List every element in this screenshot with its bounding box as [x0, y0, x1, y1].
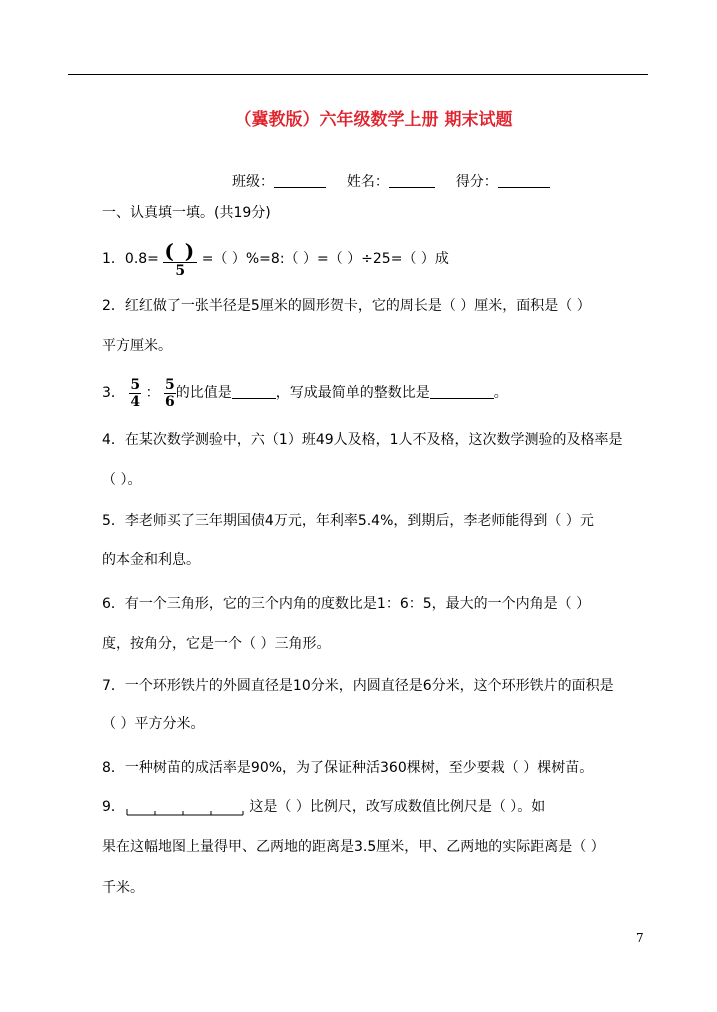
page-title: （冀教版）六年级数学上册 期末试题	[234, 110, 513, 130]
q3-f2-num: 5	[165, 376, 175, 393]
q3-f1-num: 5	[130, 376, 141, 393]
top-rule	[68, 74, 648, 75]
q3-colon: ：	[145, 385, 160, 401]
q1-rest: =（ ）%=8:（ ）=（ ）÷25=（ ）成	[201, 251, 449, 267]
q1-prefix: 1．0.8=	[102, 251, 159, 267]
student-info-line	[232, 172, 550, 192]
question-1	[102, 240, 449, 278]
name-label: 姓名：	[346, 174, 389, 190]
page-number: 7	[636, 931, 644, 945]
name-blank[interactable]	[389, 173, 435, 188]
class-label: 班级：	[232, 174, 274, 190]
q1-fraction	[163, 238, 197, 279]
scale-bar-icon	[125, 797, 245, 819]
q3-f2-den: 6	[165, 393, 175, 410]
question-5-line2: 的本金和利息。	[102, 552, 200, 568]
q3-prefix: 3．	[102, 385, 125, 401]
q3-simplest-blank[interactable]	[430, 384, 494, 399]
question-8-line1: 8．一种树苗的成活率是90%，为了保证种活360棵树，至少要栽（ ）棵树苗。	[102, 760, 594, 776]
question-7-line1: 7．一个环形铁片的外圆直径是10分米，内圆直径是6分米，这个环形铁片的面积是	[102, 678, 614, 694]
q3-f1-den: 4	[130, 393, 141, 410]
question-9-line1	[102, 797, 545, 817]
q1-frac-num[interactable]: ( )	[164, 238, 197, 263]
q3-fraction-1	[129, 378, 141, 409]
scale-bar-figure	[125, 797, 245, 817]
question-7-line2: （ ）平方分米。	[102, 716, 205, 732]
q3-ratio-blank[interactable]	[232, 384, 276, 399]
section-heading: 一、认真填一填。(共19分)	[102, 205, 271, 221]
score-blank[interactable]	[498, 173, 550, 188]
question-9-line2: 果在这幅地图上量得甲、乙两地的距离是3.5厘米，甲、乙两地的实际距离是（ ）	[102, 839, 605, 855]
q3-mid2: ，写成最简单的整数比是	[275, 385, 430, 401]
question-2-line2: 平方厘米。	[102, 338, 172, 354]
question-6-line2: 度，按角分，它是一个（ ）三角形。	[102, 636, 331, 652]
q3-mid: 的比值是	[175, 385, 232, 401]
score-label: 得分：	[455, 174, 498, 190]
question-3	[102, 374, 508, 412]
question-2-line1: 2．红红做了一张半径是5厘米的圆形贺卡，它的周长是（ ）厘米，面积是（ ）	[102, 298, 591, 314]
question-6-line1: 6．有一个三角形，它的三个内角的度数比是1：6：5，最大的一个内角是（ ）	[102, 596, 591, 612]
q3-end: 。	[493, 385, 508, 401]
question-9-line3: 千米。	[102, 880, 144, 896]
q9-prefix: 9．	[102, 799, 125, 815]
q3-fraction-2	[164, 378, 176, 409]
q1-frac-den: 5	[163, 262, 197, 278]
question-4-line1: 4．在某次数学测验中，六（1）班49人及格，1人不及格，这次数学测验的及格率是	[102, 432, 623, 448]
q9-line1-rest: 这是（ ）比例尺，改写成数值比例尺是（ ）。如	[249, 799, 546, 815]
class-blank[interactable]	[274, 173, 326, 188]
question-4-line2: （ ）。	[102, 472, 142, 488]
question-5-line1: 5．李老师买了三年期国债4万元，年利率5.4%，到期后，李老师能得到（ ）元	[102, 513, 594, 529]
